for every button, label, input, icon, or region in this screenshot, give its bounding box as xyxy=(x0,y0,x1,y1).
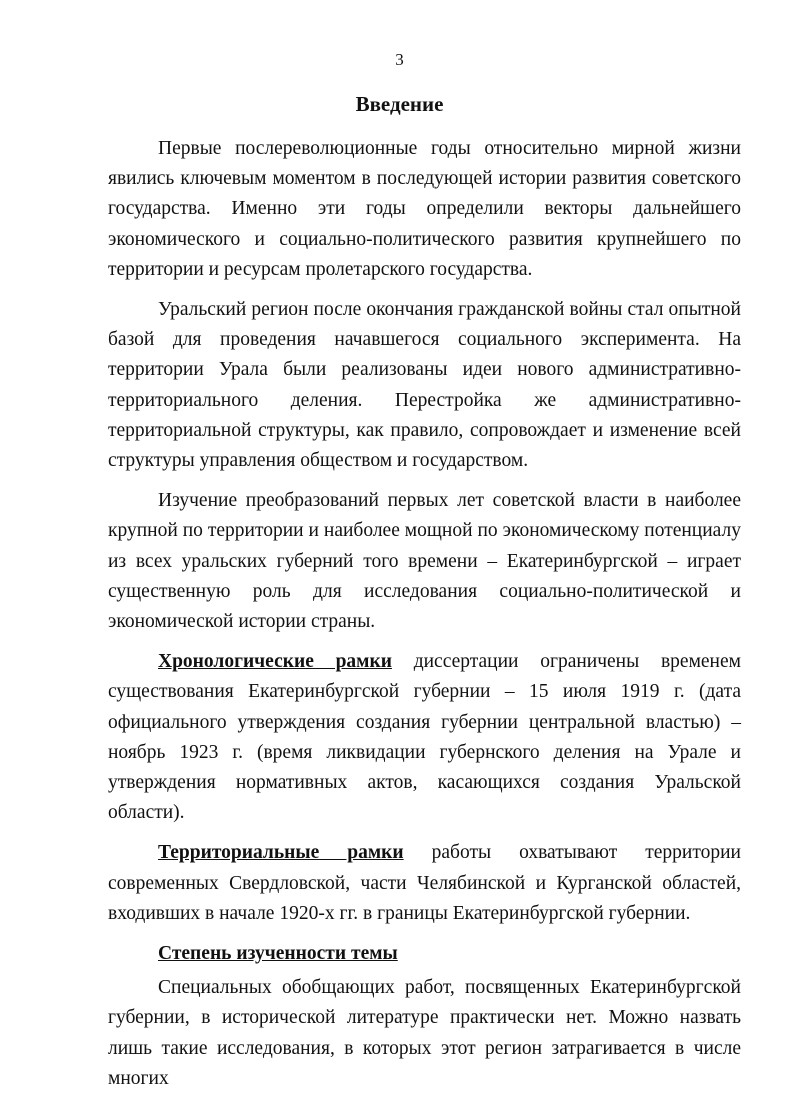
paragraph-chronology xyxy=(108,647,741,828)
page-number: 3 xyxy=(395,50,404,69)
paragraph-7: Специальных обобщающих работ, посвященных Екатеринбургской губернии, в исторической литературе практически нет. Можно назвать лишь такие исследования, в которых этот регион затрагивается в числе многих xyxy=(108,977,741,1089)
chronology-heading: Хронологические рамки xyxy=(158,651,392,673)
chronology-text: диссертации ограничены временем существования Екатеринбургской губернии – 15 июля 1919 г. (дата официального утверждения создания губернии центральной властью) – ноябрь 1923 г. (время ликвидации губернского деления на Урале и утверждения нормативных актов, касающихся создания Уральской области). xyxy=(108,651,741,824)
paragraph-1: Первые послереволюционные годы относительно мирной жизни явились ключевым моментом в последующей истории развития советского государства. Именно эти годы определили векторы дальнейшего экономического и социально-политического развития крупнейшего по территории и ресурсам пролетарского государства. xyxy=(108,138,741,280)
territory-heading: Территориальные рамки xyxy=(158,842,404,864)
document-body xyxy=(108,134,741,1104)
paragraph-territory xyxy=(108,838,741,929)
paragraph-study-heading xyxy=(108,939,741,969)
study-degree-heading: Степень изученности темы xyxy=(158,943,398,965)
territory-text: работы охватывают территории современных Свердловской, части Челябинской и Курганской областей, входивших в начале 1920-х гг. в границы Екатеринбургской губернии. xyxy=(108,842,741,924)
paragraph-3: Изучение преобразований первых лет советской власти в наиболее крупной по территории и наиболее мощной по экономическому потенциалу из всех уральских губерний того времени – Екатеринбургской – играет существенную роль для исследования социально-политической и экономической истории страны. xyxy=(108,490,741,633)
section-title: Введение xyxy=(355,92,444,116)
paragraph-2: Уральский регион после окончания гражданской войны стал опытной базой для проведения начавшегося социального эксперимента. На территории Урала были реализованы идеи нового административно-территориального деления. Перестройка же административно-территориальной структуры, как правило, сопровождает и изменение всей структуры управления обществом и государством. xyxy=(108,299,741,472)
